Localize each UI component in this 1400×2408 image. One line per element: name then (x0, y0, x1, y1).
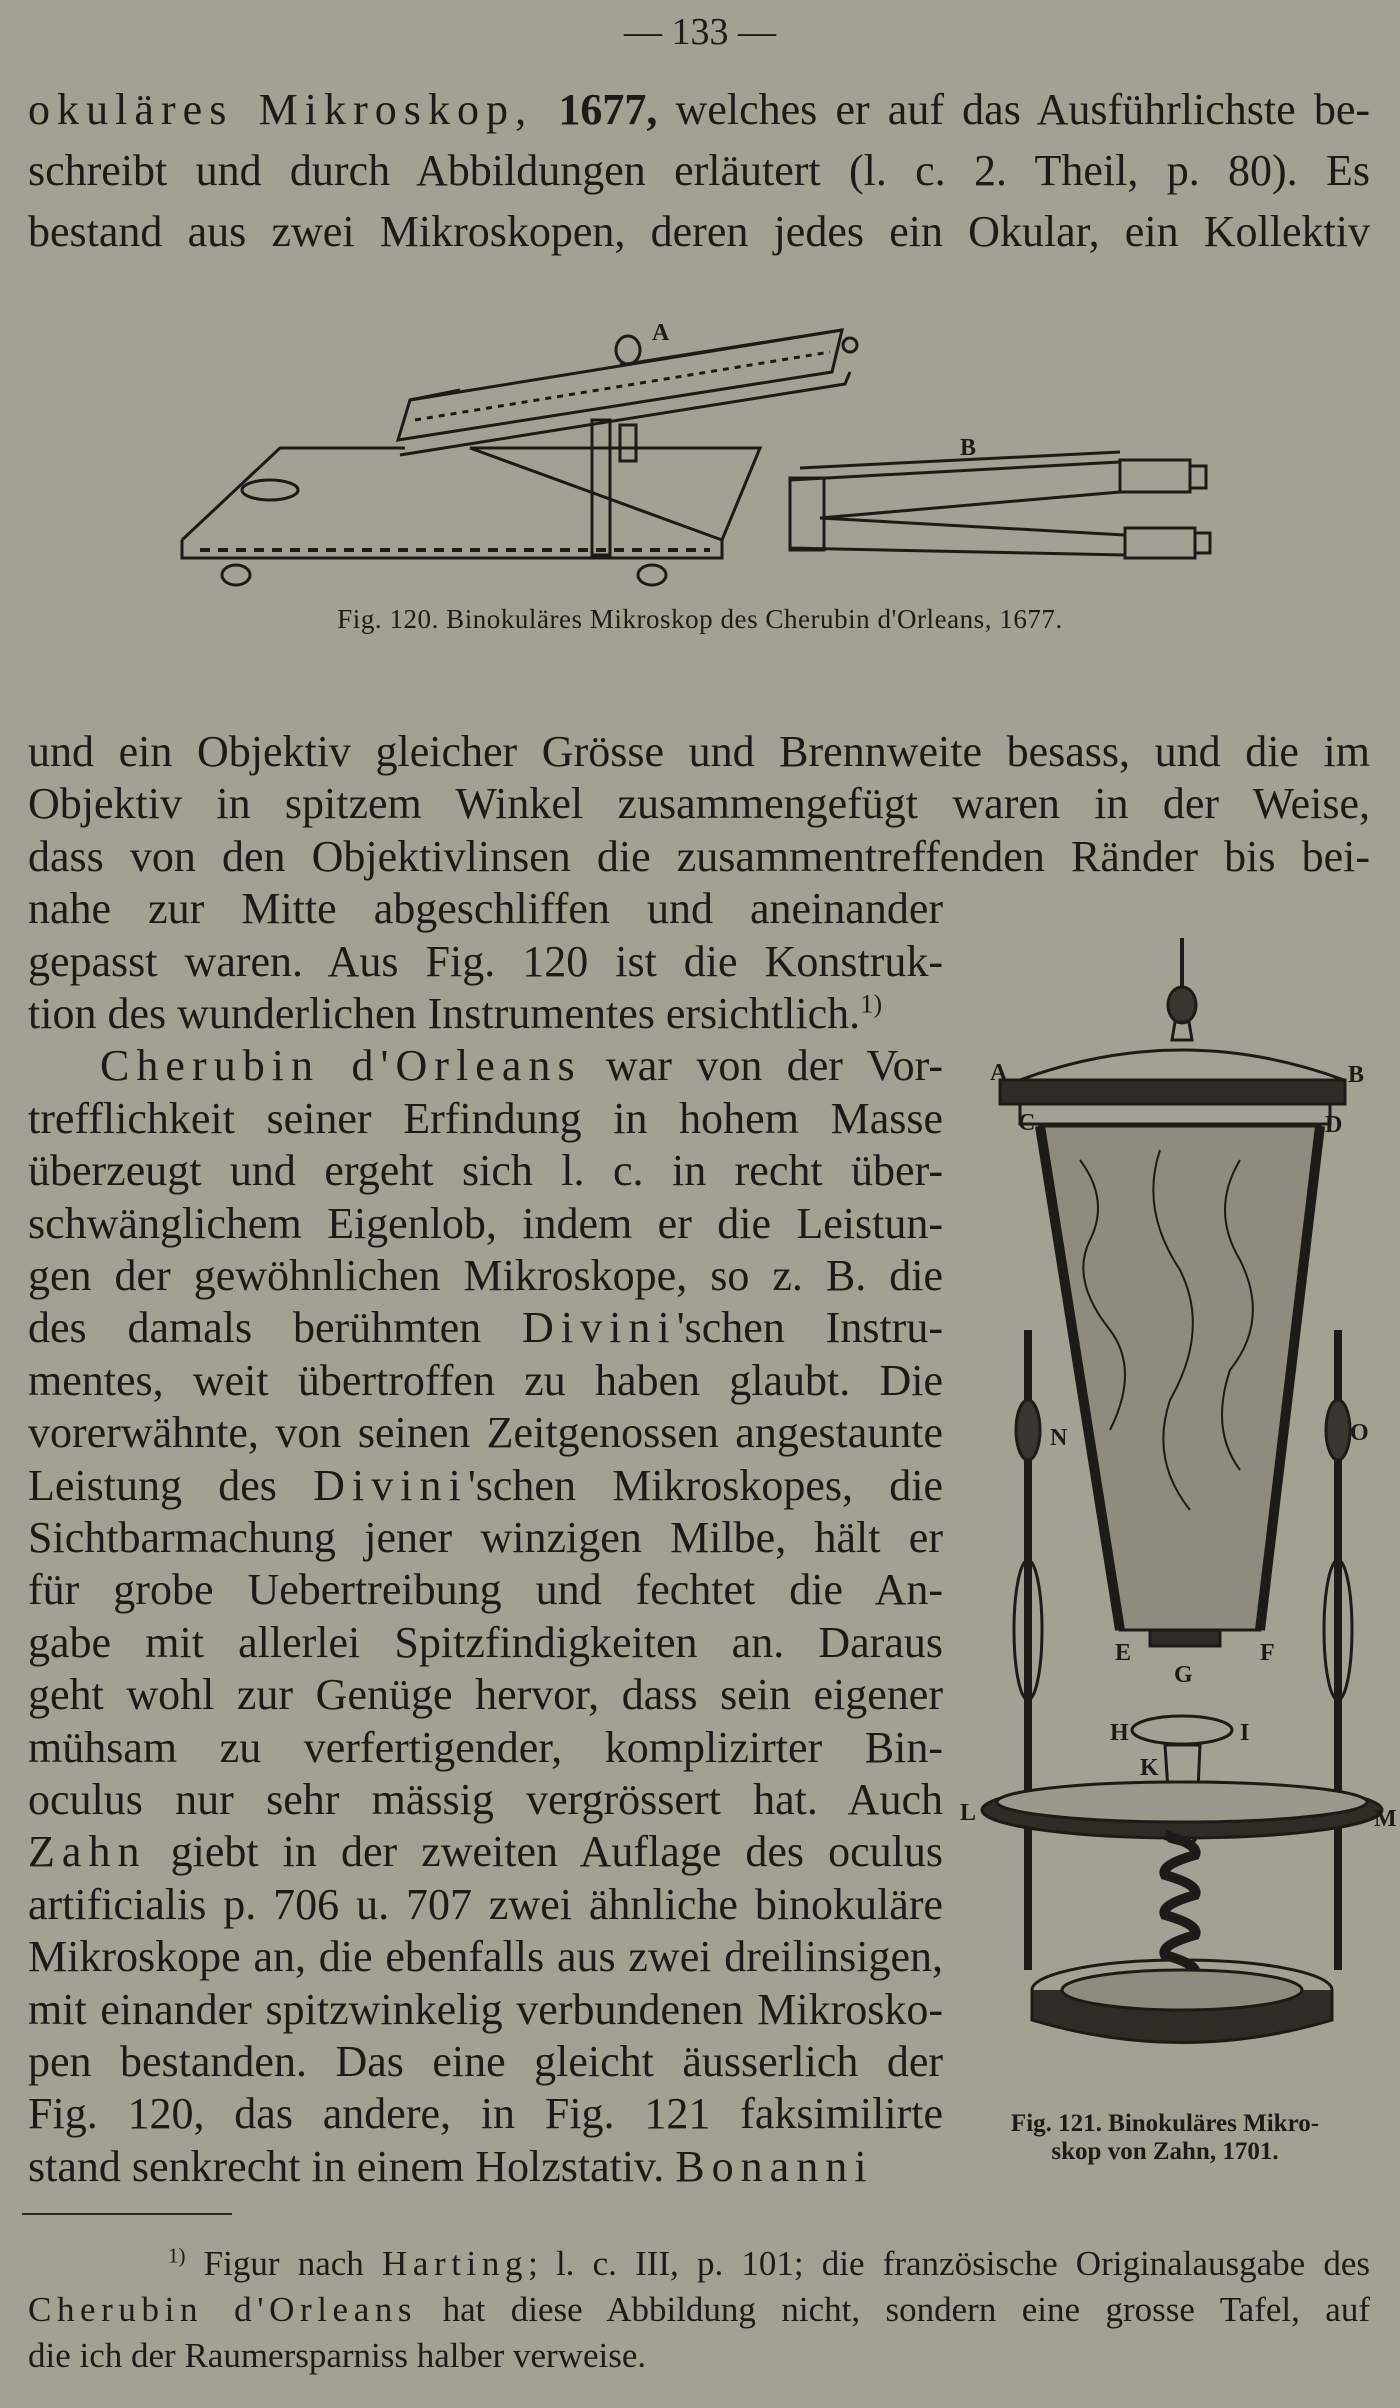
text-segment: überzeugt und ergeht sich l. c. in recht über- (28, 1146, 943, 1196)
base-board (182, 448, 760, 540)
text-segment: welches er auf das Ausführlichste be- (657, 85, 1370, 134)
text-segment: Harting (381, 2244, 529, 2283)
text-line (28, 1564, 943, 1616)
text-line (28, 2088, 943, 2140)
page-number: — 133 — (624, 11, 776, 53)
text-line (28, 1879, 943, 1931)
text-segment: Objektiv in spitzem Winkel zusammengefügt waren in der Weise, (28, 779, 1370, 829)
text-segment: mühsam zu verfertigender, komplizirter Bin- (28, 1722, 943, 1772)
fig121-label-o: O (1350, 1420, 1369, 1446)
figure-121-caption-line1: Fig. 121. Binokuläres Mikro- (1010, 2110, 1320, 2137)
text-line (28, 2242, 1370, 2286)
text-segment: und ein Objektiv gleicher Grösse und Brennweite besass, und die im (28, 727, 1370, 776)
fig120-label-b: B (960, 435, 977, 461)
text-segment: geht wohl zur Genüge hervor, dass sein eigener (28, 1670, 943, 1720)
text-line (28, 2288, 1370, 2332)
text-segment: 'schen Mikroskopes, die (467, 1460, 943, 1510)
text-line (28, 1617, 943, 1669)
footnote-divider (22, 2213, 232, 2215)
text-segment: Cherubin d'Orleans (28, 2290, 418, 2329)
text-segment: Fig. 120, das andere, in Fig. 121 faksimilirte (28, 2089, 943, 2139)
fig121-label-n: N (1050, 1425, 1068, 1451)
text-line (28, 1722, 943, 1774)
text-line (28, 2141, 943, 2193)
text-segment: Zahn (28, 1827, 147, 1877)
text-segment: 1) (860, 988, 883, 1019)
fig121-label-b: B (1348, 1062, 1365, 1088)
figure-121-caption-line2: skop von Zahn, 1701. (1051, 2138, 1279, 2165)
text-segment: Divini (522, 1303, 677, 1353)
fig121-label-l: L (960, 1800, 977, 1826)
text-line (28, 883, 943, 935)
fig121-label-d: D (1325, 1112, 1343, 1138)
text-line (28, 726, 1370, 778)
text-segment: Sichtbarmachung jener winzigen Milbe, hält er (28, 1513, 943, 1562)
text-segment: bestand aus zwei Mikroskopen, deren jedes ein Okular, ein Kollektiv (28, 207, 1370, 256)
text-segment: Bonanni (675, 2141, 874, 2191)
text-line (28, 1460, 943, 1512)
text-segment: giebt in der zweiten Auflage des oculus (146, 1827, 943, 1877)
text-line (28, 936, 943, 988)
text-segment: 1) (168, 2243, 186, 2268)
text-segment: für grobe Uebertreibung und fechtet die An- (28, 1565, 943, 1615)
fig121-label-h: H (1110, 1720, 1129, 1746)
text-line (28, 1826, 943, 1878)
text-segment: pen bestanden. Das eine gleicht äusserlich der (28, 2037, 943, 2086)
text-line (28, 1302, 943, 1354)
text-segment: oculus nur sehr mässig vergrössert hat. Auch (28, 1775, 943, 1824)
text-line (28, 1984, 943, 2036)
fig121-label-g: G (1174, 1662, 1193, 1688)
text-segment: gabe mit allerlei Spitzfindigkeiten an. Daraus (28, 1617, 943, 1667)
text-segment: mentes, weit übertroffen zu haben glaubt. Die (28, 1355, 943, 1405)
fig121-label-e: E (1115, 1640, 1132, 1666)
fig121-label-i: I (1240, 1720, 1250, 1746)
figure-121-illustration (960, 930, 1400, 2070)
text-line (28, 1931, 943, 1983)
text-segment: dass von den Objektivlinsen die zusammentreffenden Ränder bis bei- (28, 831, 1370, 881)
text-line (28, 1093, 943, 1145)
text-segment: gen der gewöhnlichen Mikroskope, so z. B. die (28, 1251, 943, 1300)
figure-120-caption: Fig. 120. Binokuläres Mikroskop des Cherubin d'Orleans, 1677. (337, 604, 1063, 634)
figure-120-illustration (0, 0, 1400, 600)
text-segment: 1677, (558, 85, 658, 134)
text-segment: Figur nach (185, 2244, 382, 2283)
text-segment: vorerwähnte, von seinen Zeitgenossen angestaunte (28, 1408, 943, 1458)
text-segment: stand senkrecht in einem Holzstativ. (28, 2141, 676, 2191)
text-segment: 'schen Instru- (676, 1303, 943, 1353)
text-segment: Divini (313, 1460, 468, 1510)
figure-121-caption (955, 2110, 1375, 2166)
text-line (28, 1669, 943, 1721)
text-line (28, 1407, 943, 1459)
fig121-label-m: M (1374, 1806, 1397, 1832)
text-line (28, 1512, 943, 1564)
text-segment: hat diese Abbildung nicht, sondern eine grosse Tafel, auf (417, 2290, 1370, 2329)
fig121-label-c: C (1018, 1110, 1036, 1136)
text-segment: Leistung des (28, 1460, 314, 1510)
fig121-label-a: A (990, 1060, 1008, 1086)
fig121-label-k: K (1140, 1755, 1159, 1781)
text-segment: artificialis p. 706 u. 707 zwei ähnliche binokuläre (28, 1879, 943, 1929)
text-segment: Cherubin d'Orleans (100, 1041, 582, 1091)
text-line (28, 1040, 943, 1092)
text-segment: schwänglichem Eigenlob, indem er die Leistun- (28, 1198, 943, 1248)
text-line (28, 778, 1370, 830)
text-segment: die ich der Raumersparniss halber verweise. (28, 2336, 647, 2375)
text-segment: Mikroskope an, die ebenfalls aus zwei dreilinsigen, (28, 1932, 943, 1982)
text-segment: war von der Vor- (581, 1041, 943, 1091)
text-line (28, 1774, 943, 1826)
text-segment: trefflichkeit seiner Erfindung in hohem Masse (28, 1093, 943, 1143)
text-segment: tion des wunderlichen Instrumentes ersichtlich. (28, 989, 861, 1038)
fig121-label-f: F (1260, 1640, 1275, 1666)
text-segment: schreibt und durch Abbildungen erläutert (l. c. 2. Theil, p. 80). Es (28, 146, 1370, 195)
text-segment: gepasst waren. Aus Fig. 120 ist die Konstruk- (28, 936, 943, 986)
text-line (28, 1250, 943, 1302)
text-line (28, 988, 943, 1040)
text-line (28, 1198, 943, 1250)
text-segment: ; l. c. III, p. 101; die französische Originalausgabe des (528, 2244, 1370, 2283)
text-line (28, 831, 1370, 883)
text-segment: des damals berühmten (28, 1303, 523, 1353)
text-line (28, 2036, 943, 2088)
text-segment: mit einander spitzwinkelig verbundenen Mikrosko- (28, 1984, 943, 2034)
text-segment: nahe zur Mitte abgeschliffen und aneinander (28, 884, 943, 934)
fig120-label-a: A (652, 320, 670, 346)
text-segment: okuläres Mikroskop, (28, 85, 559, 134)
text-line (28, 1145, 943, 1197)
text-line (28, 2334, 1370, 2378)
text-line (28, 1355, 943, 1407)
